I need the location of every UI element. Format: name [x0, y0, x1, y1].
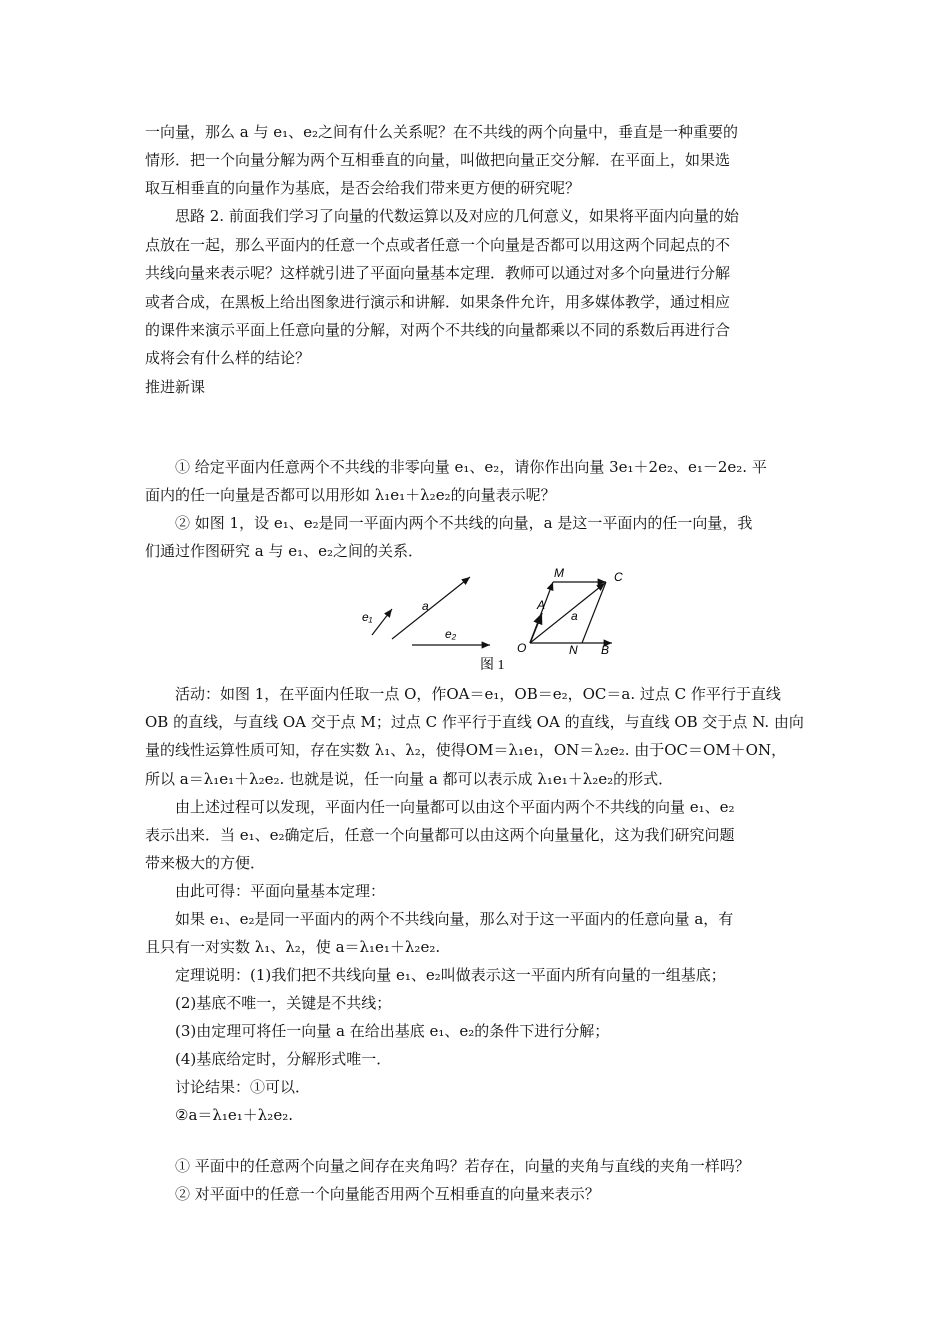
explanation-line: (3)由定理可将任一向量 a 在给出基底 e₁、e₂的条件下进行分解； — [175, 1022, 610, 1040]
activity-line: 活动：如图 1，在平面内任取一点 O，作OA＝e₁，OB＝e₂，OC＝a. 过点 C 作平行于直线 — [175, 685, 781, 703]
question-line: ② 对平面中的任意一个向量能否用两个互相垂直的向量来表示？ — [175, 1185, 600, 1203]
activity-line: 量的线性运算性质可知，存在实数 λ₁、λ₂，使得OM＝λ₁e₁，ON＝λ₂e₂. 由于OC＝OM＋ON， — [145, 741, 787, 759]
label-e2: e₂ — [445, 627, 457, 641]
result-line: ②a＝λ₁e₁＋λ₂e₂. — [175, 1106, 293, 1124]
paragraph-line: 共线向量来表示呢？这样就引进了平面向量基本定理．教师可以通过对多个向量进行分解 — [145, 264, 731, 282]
paragraph-line: 的课件来演示平面上任意向量的分解，对两个不共线的向量都乘以不同的系数后再进行合 — [145, 321, 731, 339]
observation-line: 表示出来．当 e₁、e₂确定后，任意一个向量都可以由这两个向量量化，这为我们研究问题 — [145, 826, 735, 844]
question-line: ① 给定平面内任意两个不共线的非零向量 e₁、e₂，请你作出向量 3e₁＋2e₂、e₁－2e₂. 平 — [175, 458, 767, 476]
label-a: a — [422, 599, 429, 613]
explanation-line: (2)基底不唯一，关键是不共线； — [175, 994, 392, 1012]
paragraph-line: 取互相垂直的向量作为基底，是否会给我们带来更方便的研究呢？ — [145, 179, 581, 197]
question-line: ① 平面中的任意两个向量之间存在夹角吗？若存在，向量的夹角与直线的夹角一样吗？ — [175, 1157, 750, 1175]
paragraph-line: 或者合成，在黑板上给出图象进行演示和讲解．如果条件允许，用多媒体教学，通过相应 — [145, 293, 731, 311]
figure-1 — [350, 565, 630, 673]
label-a-vector: a — [571, 609, 578, 623]
label-b: B — [601, 643, 610, 657]
paragraph-line: 一向量，那么 a 与 e₁、e₂之间有什么关系呢？在不共线的两个向量中，垂直是一种重要的 — [145, 123, 739, 141]
theorem-line: 如果 e₁、e₂是同一平面内的两个不共线向量，那么对于这一平面内的任意向量 a，有 — [175, 910, 734, 928]
question-line: 们通过作图研究 a 与 e₁、e₂之间的关系． — [145, 542, 424, 560]
activity-line: 所以 a＝λ₁e₁＋λ₂e₂. 也就是说，任一向量 a 都可以表示成 λ₁e₁＋λ₂e₂的形式． — [145, 770, 674, 788]
label-n: N — [569, 643, 578, 657]
result-line: 讨论结果：①可以． — [175, 1078, 311, 1096]
question-line: 面内的任一向量是否都可以用形如 λ₁e₁＋λ₂e₂的向量表示呢？ — [145, 486, 556, 504]
explanation-line: 定理说明：(1)我们把不共线向量 e₁、e₂叫做表示这一平面内所有向量的一组基底； — [175, 966, 726, 984]
figure-caption: 图 1 — [480, 658, 505, 673]
label-c: C — [614, 570, 623, 584]
label-o: O — [517, 641, 527, 655]
e1-vector-arrow — [372, 609, 392, 635]
paragraph-line: 成将会有什么样的结论？ — [145, 349, 311, 367]
paragraph-line: 情形．把一个向量分解为两个互相垂直的向量，叫做把向量正交分解．在平面上，如果选 — [145, 151, 731, 169]
section-heading: 推进新课 — [145, 378, 206, 396]
theorem-heading: 由此可得：平面向量基本定理： — [175, 882, 386, 900]
activity-line: OB 的直线，与直线 OA 交于点 M；过点 C 作平行于直线 OA 的直线，与直线 OB 交于点 N. 由向 — [145, 713, 804, 731]
observation-line: 由上述过程可以发现，平面内任一向量都可以由这个平面内两个不共线的向量 e₁、e₂ — [175, 798, 735, 816]
label-e1: e₁ — [362, 610, 373, 624]
observation-line: 带来极大的方便． — [145, 854, 266, 872]
question-line: ② 如图 1，设 e₁、e₂是同一平面内两个不共线的向量，a 是这一平面内的任一向量，我 — [175, 514, 753, 532]
theorem-line: 且只有一对实数 λ₁、λ₂，使 a＝λ₁e₁＋λ₂e₂. — [145, 938, 441, 956]
paragraph-line: 思路 2. 前面我们学习了向量的代数运算以及对应的几何意义，如果将平面内向量的始 — [175, 207, 739, 225]
explanation-line: (4)基底给定时，分解形式唯一． — [175, 1050, 392, 1068]
vector-diagram — [350, 565, 630, 673]
a-vector-arrow — [392, 577, 470, 639]
paragraph-line: 点放在一起，那么平面内的任意一个点或者任意一个向量是否都可以用这两个同起点的不 — [145, 236, 731, 254]
label-m: M — [554, 566, 564, 580]
label-a-point: A — [537, 598, 546, 612]
